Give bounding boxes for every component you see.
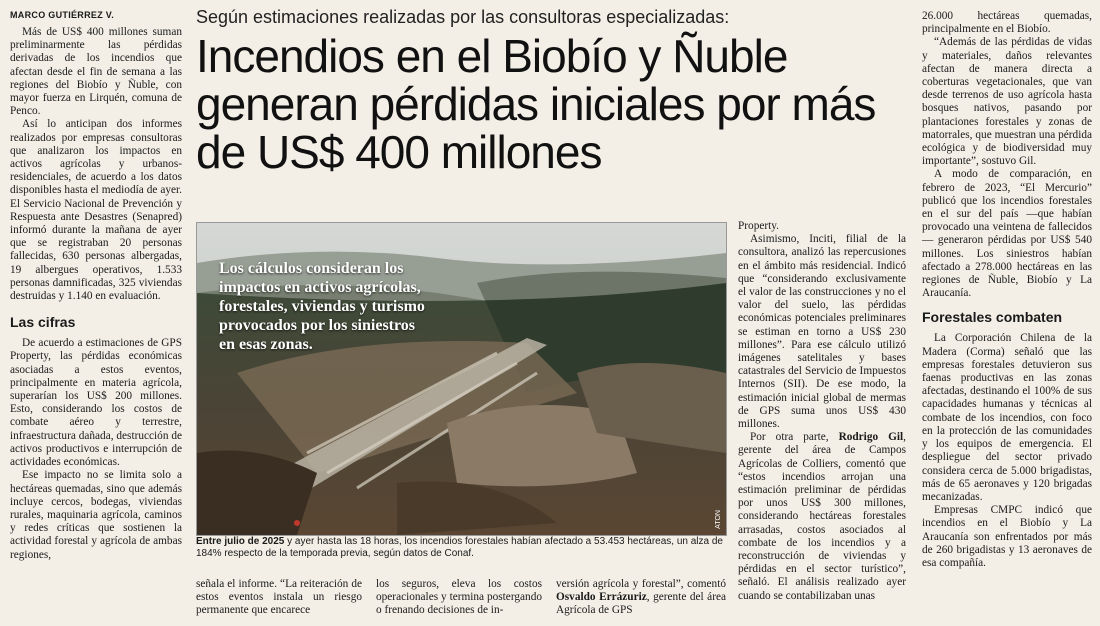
person-name: Osvaldo Errázuriz — [556, 591, 647, 604]
paragraph: “Además de las pérdidas de vidas y materiales, daños relevantes afectan de manera directa a coberturas vegetacionales, que van desde terrenos de uso agrícola hasta bosques nativos, pasando por plantaciones forestales y zonas de matorrales, que muestran una pérdida ecológica y de biodiversidad muy importante”, sostuvo Gil. — [922, 36, 1092, 168]
paragraph: 26.000 hectáreas quemadas, principalmente en el Biobío. — [922, 10, 1092, 36]
article-photo — [196, 222, 727, 536]
photo-overlay-text: Los cálculos consideran los impactos en activos agrícolas, forestales, viviendas y turismo provocados por los siniestros en esas zonas. — [219, 260, 425, 353]
article-column-3 — [376, 578, 542, 618]
article-column-5 — [738, 220, 906, 603]
section-heading-cifras: Las cifras — [10, 314, 76, 331]
paragraph: La Corporación Chilena de la Madera (Corma) señaló que las empresas forestales detuvieron sus faenas productivas en las zonas afectadas, destinando el 100% de sus capacidades humanas y técnicas al combate de los incendios, con foco en la protección de las comunidades y los equipos de emergencia. El despliegue del sector privado considera cerca de 5.000 brigadistas, más de 65 aeronaves y 120 brigadas mecanizadas. — [922, 332, 1092, 503]
paragraph: Ese impacto no se limita solo a hectáreas quemadas, sino que además incluye cercos, bodegas, viviendas rurales, maquinaria agrícola, caminos y redes críticas que sostienen la actividad forestal y agrícola de ambas regiones, — [10, 469, 182, 561]
paragraph: Así lo anticipan dos informes realizados por empresas consultoras que analizaron los impactos en activos agrícolas y urbanos-residenciales, de acuerdo a los datos disponibles hasta el mediodía de ayer. El Servicio Nacional de Prevención y Respuesta ante Desastres (Senapred) informó durante la mañana de ayer que se registraban 20 personas fallecidas, 630 personas albergadas, 19 albergues operativos, 1.533 personas damnificadas, 325 viviendas destruidas y 1.140 en evaluación. — [10, 118, 182, 303]
kicker: Según estimaciones realizadas por las consultoras especializadas: — [196, 7, 730, 27]
section-heading-forestales: Forestales combaten — [922, 309, 1063, 326]
paragraph: Asimismo, Inciti, filial de la consultora, analizó las repercusiones en el ámbito más residencial. Indicó que “considerando exclusivamente el valor de las construcciones y no el valor del suelo, las pérdidas económicas potenciales preliminares se estiman en torno a US$ 230 millones”. Para ese cálculo utilizó imágenes satelitales y bases catastrales del Servicio de Impuestos Internos (SII). De ese modo, la estimación inicial global de mermas de GPS suma unos US$ 430 millones. — [738, 233, 906, 431]
paragraph: Empresas CMPC indicó que incendios en el Biobío y La Araucanía son enfrentados por más de 260 brigadistas y 13 aeronaves de esa compañía. — [922, 504, 1092, 569]
paragraph: Property. — [738, 220, 779, 232]
caption-text: y ayer hasta las 18 horas, los incendios forestales habían afectado a 53.453 hectáreas, un alza de 184% respecto de la temporada previa, según datos de Conaf. — [196, 536, 723, 559]
paragraph: los seguros, eleva los costos operacionales y termina postergando o frenando decisiones de in- — [376, 578, 542, 617]
paragraph: versión agrícola y forestal”, comentó Osvaldo Errázuriz, gerente del área Agrícola de GPS — [556, 578, 726, 617]
paragraph: De acuerdo a estimaciones de GPS Property, las pérdidas económicas asociadas a estos eventos, principalmente en materia agrícola, superarían los US$ 200 millones. Esto, considerando los costos de combate aéreo y terrestre, infraestructura dañada, destrucción de activos productivos e interrupción de actividades económicas. — [10, 337, 182, 469]
paragraph: Más de US$ 400 millones suman preliminarmente las pérdidas derivadas de los incendios que afectan desde el fin de semana a las regiones del Biobío y Ñuble, con mayor fuerza en Lirquén, comuna de Penco. — [10, 26, 182, 118]
article-column-4 — [556, 578, 726, 618]
byline: MARCO GUTIÉRREZ V. — [10, 10, 115, 20]
article-column-6 — [922, 10, 1092, 570]
person-name: Rodrigo Gil — [838, 431, 904, 444]
photo-credit: ATON — [715, 510, 722, 529]
caption-lead: Entre julio de 2025 — [196, 536, 285, 547]
photo-caption — [196, 536, 725, 560]
paragraph: señala el informe. “La reiteración de estos eventos instala un riesgo permanente que encarece — [196, 578, 362, 617]
headline: Incendios en el Biobío y Ñuble generan pérdidas iniciales por más de US$ 400 millones — [196, 30, 876, 178]
paragraph: A modo de comparación, en febrero de 2023, “El Mercurio” publicó que los incendios forestales en el sur del país —que habían provocado una veintena de fallecidos— generaron pérdidas por US$ 540 millones. Los siniestros habían afectado a 278.000 hectáreas en las regiones de Ñuble, Biobío y La Araucanía. — [922, 168, 1092, 300]
paragraph: Por otra parte, Rodrigo Gil, gerente del área de Campos Agrícolas de Colliers, comentó que “estos incendios arrojan una estimación preliminar de pérdidas por unos US$ 300 millones, considerando hectáreas forestales arrasadas, costos asociados al combate de los incendios y a reconstrucción de viviendas y pérdidas en el sector turístico”, señaló. El análisis realizado ayer cuando se contabilizaban unas — [738, 431, 906, 602]
article-column-1 — [10, 26, 182, 562]
article-column-2 — [196, 578, 362, 618]
